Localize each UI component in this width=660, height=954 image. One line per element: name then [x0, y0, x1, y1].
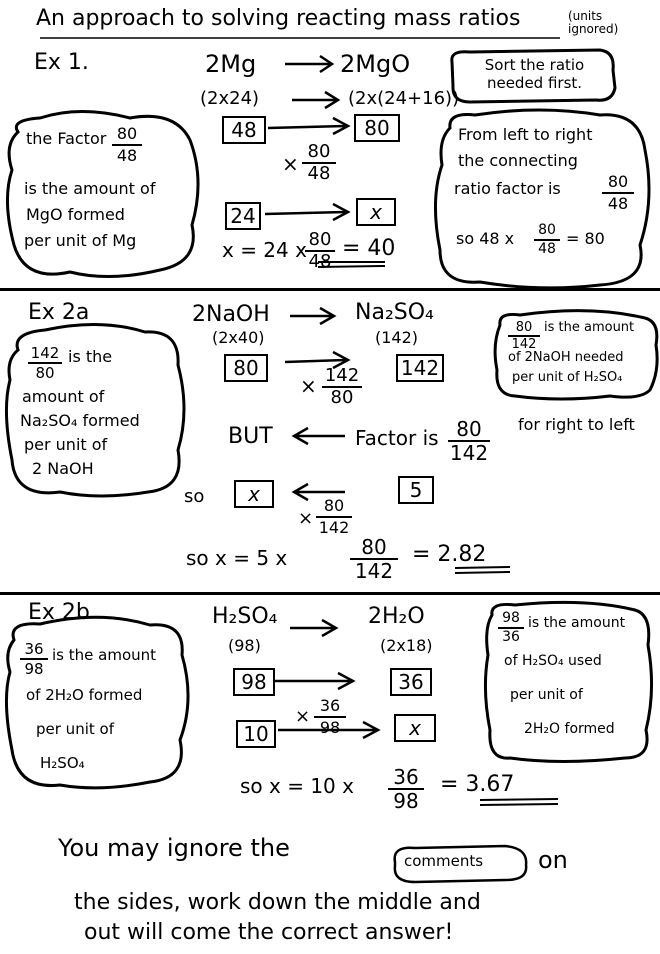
ex2a-answer-pre: so x = 5 x: [186, 546, 288, 570]
ex1-cloud-right-so-num: 80: [534, 222, 560, 241]
footer-line3: out will come the correct answer!: [84, 920, 454, 945]
ex2b-cloud-left-den: 98: [24, 660, 44, 678]
ex1-answer-frac: [305, 230, 335, 272]
ex1-answer-den: 48: [308, 251, 332, 272]
ex2b-cloud-left-line4: H₂SO₄: [40, 754, 85, 772]
ex1-note: Sort the ratio needed first.: [484, 56, 585, 92]
ex2b-factor-den: 98: [319, 718, 341, 737]
page-title: An approach to solving reacting mass ratios: [36, 6, 521, 31]
ex2b-cloud-left-line2: of 2H₂O formed: [26, 686, 143, 704]
ex1-mass-right: (2x(24+16)): [348, 88, 460, 109]
ex2a-label: Ex 2a: [28, 300, 90, 325]
ex2b-answer-num: 36: [388, 766, 424, 790]
footer-line1-b: on: [538, 846, 568, 874]
ex2a-cloud-right-line1: is the amount: [544, 320, 635, 335]
ex2a-factor2: [448, 418, 490, 464]
ex2a-cloud-left-line1: is the: [68, 347, 113, 366]
ex2a-times: ×: [300, 374, 317, 398]
ex2a-cloud-left-line2: amount of: [22, 387, 105, 406]
section-divider-2: [0, 592, 660, 595]
ex2b-equation-left: H₂SO₄: [212, 604, 278, 629]
ex1-cloud-left-line2: is the amount of: [24, 179, 156, 198]
ex2a-answer-underline: [455, 567, 510, 568]
ex2a-mass-right: (142): [375, 328, 419, 347]
ex2a-answer-den: 142: [354, 559, 394, 583]
ex1-box-24: 24: [225, 202, 261, 230]
ex2b-cloud-left-frac: [20, 640, 48, 678]
ex2a-answer-num: 80: [350, 536, 398, 560]
ex2b-answer-pre: so x = 10 x: [240, 774, 354, 798]
ex1-factor-num: 80: [302, 142, 336, 164]
ex2a-answer-frac: [350, 536, 398, 582]
ex2a-cloud-right-line2: of 2NaOH needed: [508, 350, 624, 365]
ex2b-cloud-right-line1: is the amount: [528, 615, 626, 631]
ex1-answer-pre: x = 24 x: [222, 238, 307, 262]
ex2a-box-x: x: [234, 480, 274, 508]
ex2a-factor3-num: 80: [316, 496, 352, 518]
ex2a-box-5: 5: [398, 476, 434, 504]
ex2a-cloud-right-line3: per unit of H₂SO₄: [512, 370, 623, 385]
ex2a-but: BUT: [228, 424, 273, 449]
ex2a-factor3-den: 142: [318, 518, 350, 537]
footer-comments: comments: [404, 852, 484, 870]
ex2b-factor-num: 36: [314, 696, 346, 718]
ex2a-factor-num: 142: [322, 366, 362, 388]
ex2a-cloud-right-den: 142: [511, 337, 537, 352]
ex1-cloud-right-frac: [602, 172, 634, 214]
ex1-box-arrow-2: [265, 204, 348, 220]
ex2a-cloud-left-line3: Na₂SO₄ formed: [20, 411, 140, 430]
ex2a-right-to-left: for right to left: [518, 415, 635, 434]
ex1-box-80: 80: [354, 114, 400, 142]
ex2a-cloud-right-frac: [508, 320, 540, 352]
ex2b-box-x: x: [394, 714, 436, 742]
ex2a-factor3: [316, 496, 352, 538]
ex2a-box-80: 80: [224, 354, 268, 382]
ex1-equation-right: 2MgO: [340, 50, 411, 78]
ex2a-equation-right: Na₂SO₄: [355, 300, 434, 325]
ex2a-cloud-left-num: 142: [28, 344, 62, 364]
ex2a-cloud-left-line5: 2 NaOH: [32, 459, 94, 478]
ex1-cloud-left-frac: [112, 124, 142, 166]
ex2a-cloud-left-den: 80: [35, 364, 55, 382]
ex2a-equation-left: 2NaOH: [192, 302, 270, 327]
ex1-equation-arrow: [285, 56, 332, 72]
ex1-cloud-left-line1: the Factor: [26, 129, 107, 148]
ex1-answer-num: 80: [305, 230, 335, 252]
ex2a-so: so: [184, 486, 205, 507]
ex1-times: ×: [282, 152, 299, 176]
ex1-cloud-left-line4: per unit of Mg: [24, 231, 137, 250]
footer-line1-a: You may ignore the: [58, 834, 290, 862]
ex1-cloud-right-so: so 48 x: [456, 229, 515, 248]
ex1-box-arrow: [268, 118, 348, 134]
ex1-answer-eq: = 40: [342, 236, 396, 261]
ex2a-factor2-den: 142: [449, 441, 489, 465]
ex1-cloud-right-line2: the connecting: [458, 151, 578, 170]
ex1-factor: [302, 142, 336, 184]
ex2b-mass-left: (98): [228, 636, 261, 655]
ex1-cloud-left-line3: MgO formed: [26, 205, 125, 224]
ex2b-cloud-right-line3: per unit of: [510, 687, 583, 703]
ex2b-cloud-left-num: 36: [20, 640, 48, 660]
ex2b-times: ×: [295, 706, 311, 727]
ex1-mass-left: (2x24): [200, 88, 260, 109]
section-divider-1: [0, 288, 660, 291]
ex2a-but-arrow: [294, 428, 345, 444]
ex2b-cloud-right-num: 98: [498, 610, 524, 629]
ex1-cloud-right-line1: From left to right: [458, 125, 593, 144]
ex2b-cloud-left-line1: is the amount: [52, 646, 157, 664]
ex1-cloud-right-so-eq: = 80: [566, 229, 605, 248]
ex2b-answer-underline: [480, 799, 558, 800]
ex2b-equation-right: 2H₂O: [368, 604, 425, 629]
ex2a-cloud-left-frac: [28, 344, 62, 382]
ex1-cloud-right-so-den: 48: [538, 241, 556, 257]
ex2a-factor-is: Factor is: [355, 426, 439, 450]
ex1-cloud-right-den: 48: [607, 194, 629, 213]
ex2b-answer-eq: = 3.67: [440, 772, 515, 797]
ex1-cloud-left-num: 80: [112, 124, 142, 146]
ex1-label: Ex 1.: [34, 50, 89, 75]
ex2b-cloud-right-line2: of H₂SO₄ used: [504, 653, 602, 669]
ex1-cloud-right-line3: ratio factor is: [454, 179, 561, 198]
ex2a-cloud-right-num: 80: [508, 320, 540, 337]
ex2a-factor: [322, 366, 362, 408]
ex2b-box-10: 10: [236, 720, 276, 748]
ex2b-equation-arrow: [290, 620, 336, 636]
ex2b-cloud-left-line3: per unit of: [36, 720, 114, 738]
ex2b-cloud-right-den: 36: [502, 629, 520, 645]
ex2a-times-2: ×: [298, 508, 314, 529]
ex1-cloud-right-num: 80: [602, 172, 634, 194]
ex2b-label: Ex 2b: [28, 600, 90, 625]
ex2b-cloud-right-frac: [498, 610, 524, 646]
ex2a-cloud-left-line4: per unit of: [24, 435, 108, 454]
ex2b-box-36: 36: [390, 668, 432, 696]
ex2b-factor: [314, 696, 346, 738]
ex1-box-x: x: [356, 198, 396, 226]
ex2a-box-142: 142: [396, 354, 444, 382]
ex1-box-48: 48: [222, 116, 266, 144]
ex1-equation-left: 2Mg: [205, 50, 257, 78]
footer-line2: the sides, work down the middle and: [74, 890, 481, 915]
ex2a-factor-den: 80: [330, 387, 354, 408]
ex2b-answer-frac: [388, 766, 424, 812]
ex1-mass-arrow: [292, 92, 338, 108]
ex1-cloud-left-den: 48: [116, 146, 138, 165]
ex1-factor-den: 48: [307, 163, 331, 184]
ex2b-mass-right: (2x18): [380, 636, 433, 655]
ex2b-box-arrow: [275, 673, 353, 689]
ex2b-box-98: 98: [233, 668, 275, 696]
ex1-cloud-right-so-frac: [534, 222, 560, 258]
ex2a-equation-arrow: [290, 308, 334, 324]
ex2a-answer-eq: = 2.82: [412, 542, 487, 567]
ex2a-mass-left: (2x40): [212, 328, 265, 347]
ex2b-cloud-right-line4: 2H₂O formed: [524, 721, 615, 737]
ex2a-factor2-num: 80: [448, 418, 490, 442]
title-note: (units ignored): [568, 9, 619, 36]
ex2b-answer-den: 98: [393, 789, 419, 813]
